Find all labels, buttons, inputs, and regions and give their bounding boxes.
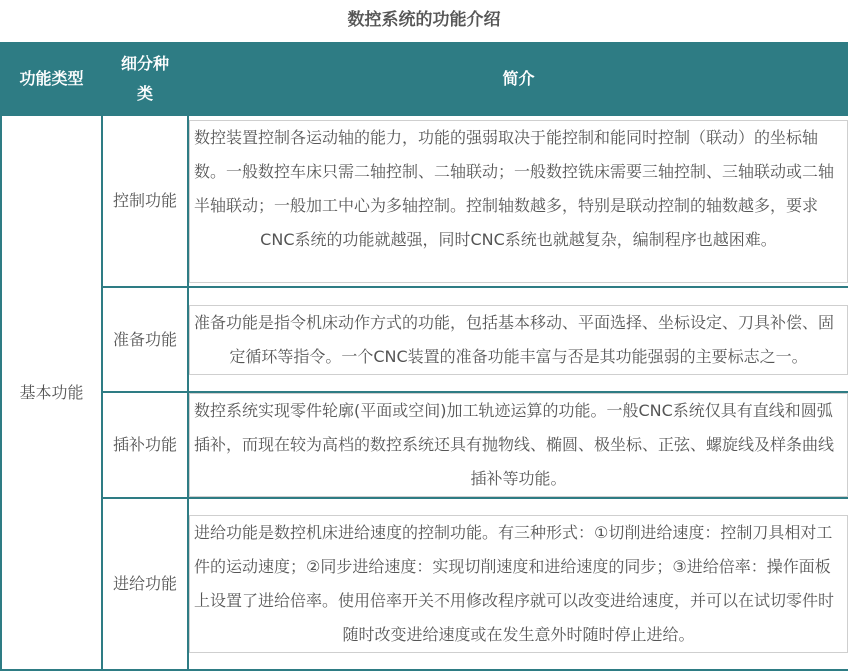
table-row [1, 392, 848, 498]
description-text: 数控系统实现零件轮廓(平面或空间)加工轨迹运算的功能。一般CNC系统仅具有直线和圆弧插补，而现在较为高档的数控系统还具有抛物线、椭圆、极坐标、正弦、螺旋线及样条曲线插补等功能。 [189, 393, 848, 497]
table-header-row [1, 43, 848, 115]
subcategory-cell: 进给功能 [102, 498, 188, 670]
description-text: 进给功能是数控机床进给速度的控制功能。有三种形式：①切削进给速度：控制刀具相对工件的运动速度；②同步进给速度：实现切削速度和进给速度的同步；③进给倍率：操作面板上设置了进给倍率。使用倍率开关不用修改程序就可以改变进给速度，并可以在试切零件时随时改变进给速度或在发生意外时随时停止进给。 [189, 515, 848, 653]
table-row [1, 498, 848, 670]
description-cell [188, 498, 848, 670]
function-type-cell: 基本功能 [1, 115, 102, 670]
description-cell [188, 115, 848, 287]
subcategory-cell: 插补功能 [102, 392, 188, 498]
header-description: 简介 [188, 43, 848, 115]
subcategory-cell: 控制功能 [102, 115, 188, 287]
description-text: 准备功能是指令机床动作方式的功能，包括基本移动、平面选择、坐标设定、刀具补偿、固定循环等指令。一个CNC装置的准备功能丰富与否是其功能强弱的主要标志之一。 [189, 305, 848, 375]
header-subcategory: 细分种类 [102, 43, 188, 115]
header-function-type: 功能类型 [1, 43, 102, 115]
description-cell [188, 392, 848, 498]
description-text: 数控装置控制各运动轴的能力，功能的强弱取决于能控制和能同时控制（联动）的坐标轴数。一般数控车床只需二轴控制、二轴联动；一般数控铣床需要三轴控制、三轴联动或二轴半轴联动；一般加工中心为多轴控制。控制轴数越多，特别是联动控制的轴数越多，要求CNC系统的功能就越强，同时CNC系统也就越复杂，编制程序也越困难。 [189, 120, 848, 283]
description-cell [188, 287, 848, 392]
page-title: 数控系统的功能介绍 [347, 10, 501, 30]
function-table [0, 42, 848, 671]
table-row [1, 287, 848, 392]
table-row [1, 115, 848, 287]
subcategory-cell: 准备功能 [102, 287, 188, 392]
